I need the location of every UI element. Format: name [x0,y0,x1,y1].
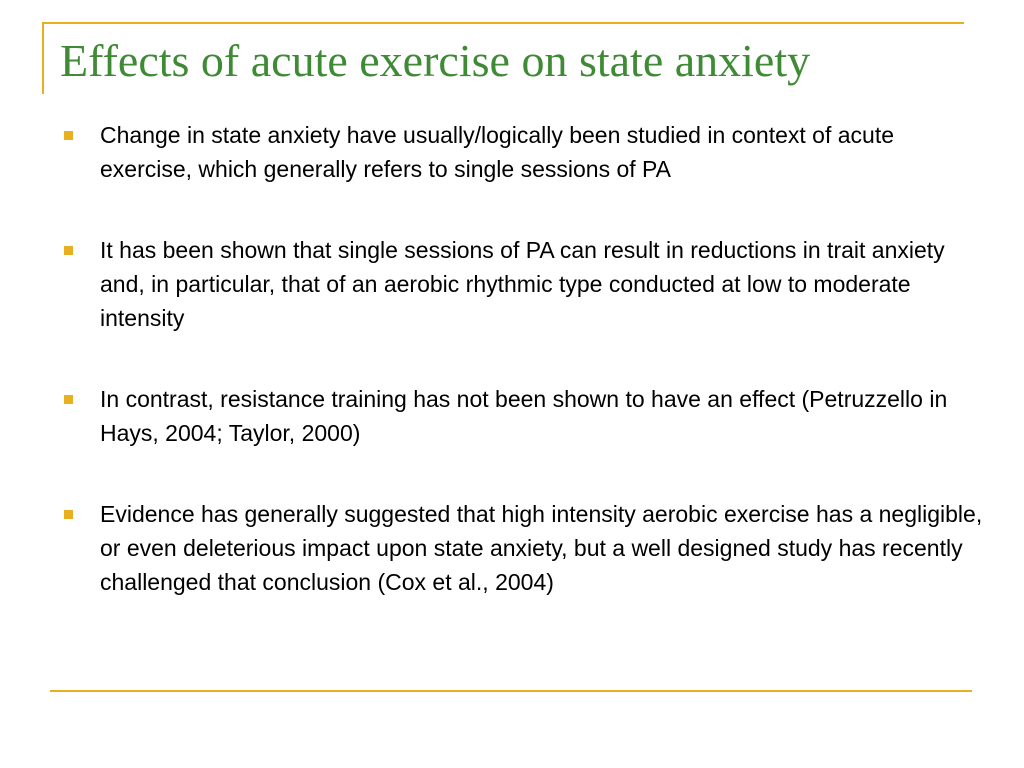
bullet-item [64,118,984,186]
slide-title: Effects of acute exercise on state anxiety [60,35,811,86]
bullet-text: It has been shown that single sessions of PA can result in reductions in trait anxiety and, in particular, that of an aerobic rhythmic type conducted at low to moderate intensity [100,237,945,331]
square-bullet-icon [64,131,73,140]
bullet-item [64,233,984,335]
bullet-text: Evidence has generally suggested that high intensity aerobic exercise has a negligible, or even deleterious impact upon state anxiety, but a well designed study has recently challenged that conclusion (Cox et al., 2004) [100,501,983,595]
bullet-text: In contrast, resistance training has not been shown to have an effect (Petruzzello in Hays, 2004; Taylor, 2000) [100,386,948,446]
footer-accent-rule [50,690,972,692]
title-accent-left-rule [42,22,44,94]
bullet-item [64,382,984,450]
title-accent-top-rule [42,22,964,24]
square-bullet-icon [64,510,73,519]
bullet-list [64,118,984,599]
bullet-item [64,497,984,599]
square-bullet-icon [64,395,73,404]
square-bullet-icon [64,246,73,255]
bullet-text: Change in state anxiety have usually/logically been studied in context of acute exercise, which generally refers to single sessions of PA [100,122,895,182]
